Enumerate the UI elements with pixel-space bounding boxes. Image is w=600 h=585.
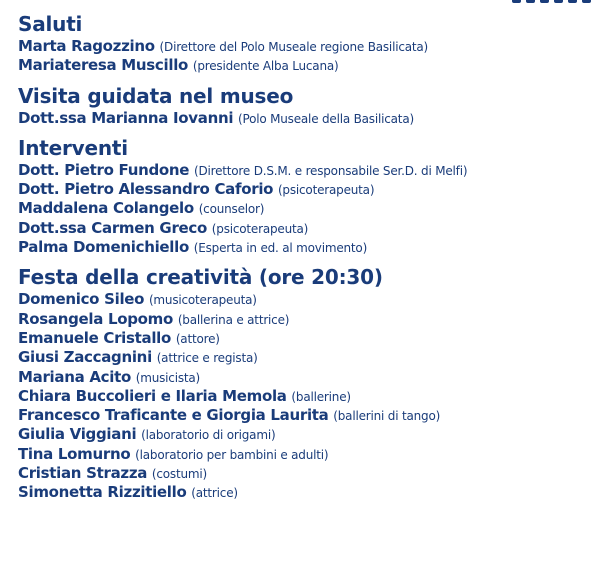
- section-saluti: [18, 12, 596, 76]
- person-name: Giusi Zaccagnini: [18, 348, 152, 367]
- list-item: [18, 109, 596, 128]
- person-role: (laboratorio per bambini e adulti): [135, 447, 329, 462]
- person-name: Palma Domenichiello: [18, 238, 189, 257]
- person-name: Francesco Traficante e Giorgia Laurita: [18, 406, 329, 425]
- list-item: [18, 387, 596, 406]
- person-name: Dott. Pietro Alessandro Caforio: [18, 180, 274, 199]
- person-name: Marta Ragozzino: [18, 37, 155, 55]
- list-item: [18, 56, 596, 75]
- person-name: Emanuele Cristallo: [18, 328, 172, 347]
- person-role: (costumi): [151, 467, 207, 482]
- person-role: (attore): [175, 331, 220, 346]
- person-name: Maddalena Colangelo: [18, 199, 194, 218]
- person-role: (musicoterapeuta): [148, 293, 257, 308]
- person-name: Dott.ssa Marianna Iovanni: [18, 108, 234, 127]
- person-role: (counselor): [198, 202, 265, 217]
- person-role: (Direttore del Polo Museale regione Basilicata): [159, 40, 429, 54]
- person-name: Rosangela Lopomo: [18, 309, 174, 328]
- person-role: (psicoterapeuta): [211, 221, 309, 236]
- list-item: [18, 445, 596, 464]
- section-festa-creativita: [18, 265, 596, 502]
- section-interventi: [18, 136, 596, 257]
- person-role: (ballerini di tango): [333, 409, 441, 424]
- person-role: (Esperta in ed. al movimento): [193, 241, 368, 256]
- person-name: Mariateresa Muscillo: [18, 56, 189, 75]
- program-list: [18, 12, 596, 503]
- list-item: [18, 406, 596, 425]
- list-item: [18, 368, 596, 387]
- section-heading: Visita guidata nel museo: [18, 83, 294, 108]
- list-item: [18, 290, 596, 309]
- person-role: (attrice e regista): [156, 351, 258, 366]
- person-name: Dott.ssa Carmen Greco: [18, 218, 208, 237]
- person-role: (attrice): [191, 486, 238, 501]
- person-name: Mariana Acito: [18, 367, 131, 386]
- list-item: [18, 464, 596, 483]
- person-role: (Direttore D.S.M. e responsabile Ser.D. di Melfi): [193, 163, 468, 178]
- list-item: [18, 238, 596, 257]
- person-name: Giulia Viggiani: [18, 425, 137, 444]
- person-role: (ballerina e attrice): [177, 312, 290, 327]
- person-role: (laboratorio di origami): [141, 428, 276, 443]
- person-role: (Polo Museale della Basilicata): [237, 111, 414, 126]
- person-name: Simonetta Rizzitiello: [18, 483, 187, 502]
- list-item: [18, 37, 596, 56]
- list-item: [18, 180, 596, 199]
- person-role: (ballerine): [291, 389, 351, 404]
- section-heading: Interventi: [18, 135, 128, 160]
- list-item: [18, 348, 596, 367]
- list-item: [18, 161, 596, 180]
- list-item: [18, 219, 596, 238]
- cropped-text-fragment: [512, 0, 592, 4]
- section-heading: Festa della creatività (ore 20:30): [18, 265, 383, 290]
- person-name: Chiara Buccolieri e Ilaria Memola: [18, 386, 287, 405]
- person-name: Domenico Sileo: [18, 290, 145, 309]
- person-name: Cristian Strazza: [18, 464, 148, 483]
- list-item: [18, 329, 596, 348]
- section-visita-guidata: [18, 84, 596, 128]
- person-role: (psicoterapeuta): [277, 183, 375, 198]
- person-role: (musicista): [135, 370, 201, 385]
- list-item: [18, 199, 596, 218]
- person-name: Dott. Pietro Fundone: [18, 160, 190, 179]
- list-item: [18, 425, 596, 444]
- section-heading: Saluti: [18, 12, 83, 36]
- list-item: [18, 483, 596, 502]
- list-item: [18, 310, 596, 329]
- person-role: (presidente Alba Lucana): [192, 59, 339, 74]
- person-name: Tina Lomurno: [18, 444, 131, 463]
